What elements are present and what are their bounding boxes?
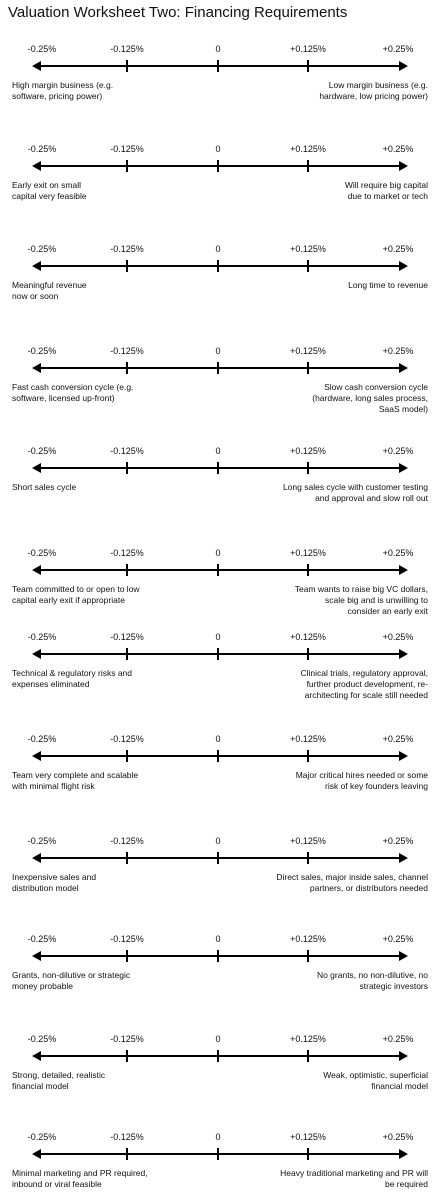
tick-label: -0.125% — [110, 346, 144, 356]
tick-label: -0.25% — [27, 346, 57, 356]
description-line: Direct sales, major inside sales, channel — [276, 872, 428, 882]
scale-2 — [0, 144, 440, 216]
description-line: Early exit on small — [12, 180, 81, 190]
tick-label: -0.25% — [27, 632, 57, 642]
description-line: now or soon — [12, 291, 59, 301]
description-line: Strong, detailed, realistic — [12, 1070, 106, 1080]
scale-8 — [0, 734, 440, 806]
left-description — [12, 872, 96, 894]
axis-line — [0, 742, 440, 766]
description-line: with minimal flight risk — [12, 781, 95, 791]
description-line: Heavy traditional marketing and PR will — [280, 1168, 428, 1178]
description-line: SaaS model) — [378, 404, 428, 414]
left-description — [12, 80, 113, 102]
page-title: Valuation Worksheet Two: Financing Requirements — [8, 4, 348, 21]
right-description — [345, 180, 428, 202]
tick-label: +0.25% — [382, 244, 414, 254]
tick-label: -0.125% — [110, 836, 144, 846]
scale-7 — [0, 632, 440, 704]
tick-label: -0.125% — [110, 44, 144, 54]
tick-label: -0.125% — [110, 1132, 144, 1142]
description-line: be required — [384, 1179, 428, 1189]
description-line: expenses eliminated — [12, 679, 90, 689]
description-line: No grants, no non-dilutive, no — [316, 970, 428, 980]
right-arrow-icon — [399, 565, 408, 575]
axis-line — [0, 640, 440, 664]
description-line: Major critical hires needed or some — [295, 770, 428, 780]
description-line: risk of key founders leaving — [325, 781, 428, 791]
tick-label: 0 — [215, 734, 221, 744]
description-line: Long time to revenue — [348, 280, 428, 290]
tick-label: -0.25% — [27, 144, 57, 154]
description-line: capital early exit if appropriate — [12, 595, 125, 605]
description-line: (hardware, long sales process, — [312, 393, 428, 403]
right-arrow-icon — [399, 161, 408, 171]
description-line: software, licensed up-front) — [12, 393, 115, 403]
tick-label: -0.125% — [110, 548, 144, 558]
left-arrow-icon — [32, 1051, 41, 1061]
tick-label: -0.125% — [110, 934, 144, 944]
left-arrow-icon — [32, 161, 41, 171]
right-description — [319, 80, 428, 102]
right-description — [296, 770, 428, 792]
description-line: inbound or viral feasible — [12, 1179, 102, 1189]
description-line: Team committed to or open to low — [12, 584, 140, 594]
description-line: Low margin business (e.g. — [328, 80, 428, 90]
left-description — [12, 1168, 148, 1190]
axis-line — [0, 556, 440, 580]
tick-label: -0.25% — [27, 446, 57, 456]
right-description — [280, 1168, 428, 1190]
description-line: architecting for scale still needed — [304, 690, 428, 700]
tick-label: -0.25% — [27, 548, 57, 558]
axis-line — [0, 52, 440, 76]
description-line: and approval and slow roll out — [315, 493, 428, 503]
description-line: Short sales cycle — [12, 482, 77, 492]
left-arrow-icon — [32, 1149, 41, 1159]
axis-line — [0, 252, 440, 276]
description-line: software, pricing power) — [12, 91, 103, 101]
tick-label: 0 — [215, 1034, 221, 1044]
scale-5 — [0, 446, 440, 518]
description-line: Minimal marketing and PR required, — [12, 1168, 148, 1178]
description-line: High margin business (e.g. — [12, 80, 114, 90]
tick-label: +0.25% — [382, 548, 414, 558]
right-description — [283, 482, 428, 504]
right-arrow-icon — [399, 1051, 408, 1061]
tick-label: -0.125% — [110, 144, 144, 154]
description-line: Inexpensive sales and — [12, 872, 97, 882]
axis-line — [0, 152, 440, 176]
scale-11 — [0, 1034, 440, 1106]
scale-6 — [0, 548, 440, 620]
tick-label: -0.125% — [110, 632, 144, 642]
axis-line — [0, 454, 440, 478]
tick-label: -0.25% — [27, 836, 57, 846]
description-line: money probable — [12, 981, 73, 991]
axis-line — [0, 354, 440, 378]
tick-label: +0.125% — [290, 244, 326, 254]
tick-label: -0.25% — [27, 734, 57, 744]
tick-label: 0 — [215, 836, 221, 846]
description-line: further product development, re- — [306, 679, 428, 689]
description-line: strategic investors — [359, 981, 428, 991]
tick-label: +0.125% — [290, 446, 326, 456]
tick-label: +0.125% — [290, 1132, 326, 1142]
tick-label: 0 — [215, 44, 221, 54]
left-arrow-icon — [32, 261, 41, 271]
tick-label: 0 — [215, 346, 221, 356]
left-description — [12, 584, 140, 606]
scale-9 — [0, 836, 440, 908]
tick-label: -0.25% — [27, 1132, 57, 1142]
right-description — [312, 382, 428, 415]
right-description — [300, 668, 428, 701]
tick-label: 0 — [215, 244, 221, 254]
tick-label: +0.25% — [382, 346, 414, 356]
right-description — [317, 970, 428, 992]
description-line: distribution model — [12, 883, 79, 893]
left-description — [12, 180, 87, 202]
tick-label: +0.25% — [382, 1034, 414, 1044]
tick-label: 0 — [215, 446, 221, 456]
scale-10 — [0, 934, 440, 1006]
tick-label: -0.25% — [27, 44, 57, 54]
description-line: Long sales cycle with customer testing — [282, 482, 428, 492]
tick-label: -0.25% — [27, 1034, 57, 1044]
tick-label: +0.25% — [382, 734, 414, 744]
tick-label: 0 — [215, 934, 221, 944]
left-description — [12, 382, 133, 404]
left-arrow-icon — [32, 951, 41, 961]
tick-label: -0.125% — [110, 734, 144, 744]
tick-label: -0.25% — [27, 244, 57, 254]
right-description — [323, 1070, 428, 1092]
tick-label: +0.25% — [382, 632, 414, 642]
tick-label: 0 — [215, 548, 221, 558]
right-arrow-icon — [399, 1149, 408, 1159]
left-description — [12, 970, 130, 992]
left-arrow-icon — [32, 61, 41, 71]
description-line: Fast cash conversion cycle (e.g. — [12, 382, 134, 392]
right-description — [276, 872, 428, 894]
tick-label: +0.25% — [382, 44, 414, 54]
left-arrow-icon — [32, 363, 41, 373]
description-line: Clinical trials, regulatory approval, — [300, 668, 428, 678]
right-description — [295, 584, 428, 617]
tick-label: +0.25% — [382, 934, 414, 944]
left-description — [12, 280, 87, 302]
description-line: capital very feasible — [12, 191, 87, 201]
scale-4 — [0, 346, 440, 418]
description-line: due to market or tech — [347, 191, 428, 201]
tick-label: +0.125% — [290, 1034, 326, 1044]
tick-label: +0.25% — [382, 1132, 414, 1142]
scale-12 — [0, 1132, 440, 1204]
right-description — [348, 280, 428, 291]
left-description — [12, 770, 138, 792]
description-line: Team wants to raise big VC dollars, — [294, 584, 428, 594]
left-description — [12, 1070, 105, 1092]
tick-label: +0.125% — [290, 632, 326, 642]
right-arrow-icon — [399, 261, 408, 271]
axis-line — [0, 1042, 440, 1066]
tick-label: 0 — [215, 632, 221, 642]
tick-label: +0.25% — [382, 446, 414, 456]
tick-label: 0 — [215, 1132, 221, 1142]
description-line: partners, or distributors needed — [309, 883, 428, 893]
axis-line — [0, 1140, 440, 1164]
tick-label: 0 — [215, 144, 221, 154]
tick-label: +0.125% — [290, 144, 326, 154]
left-arrow-icon — [32, 853, 41, 863]
description-line: consider an early exit — [347, 606, 428, 616]
description-line: Slow cash conversion cycle — [324, 382, 428, 392]
tick-label: +0.25% — [382, 144, 414, 154]
axis-line — [0, 844, 440, 868]
description-line: Team very complete and scalable — [12, 770, 139, 780]
tick-label: -0.125% — [110, 1034, 144, 1044]
left-arrow-icon — [32, 649, 41, 659]
description-line: Grants, non-dilutive or strategic — [12, 970, 131, 980]
right-arrow-icon — [399, 61, 408, 71]
tick-label: -0.125% — [110, 244, 144, 254]
tick-label: -0.125% — [110, 446, 144, 456]
tick-label: +0.125% — [290, 836, 326, 846]
right-arrow-icon — [399, 951, 408, 961]
left-arrow-icon — [32, 565, 41, 575]
right-arrow-icon — [399, 463, 408, 473]
right-arrow-icon — [399, 751, 408, 761]
description-line: financial model — [12, 1081, 69, 1091]
axis-line — [0, 942, 440, 966]
scale-1 — [0, 44, 440, 116]
description-line: financial model — [371, 1081, 428, 1091]
description-line: scale big and is unwilling to — [324, 595, 428, 605]
left-description — [12, 668, 132, 690]
right-arrow-icon — [399, 649, 408, 659]
description-line: Will require big capital — [344, 180, 428, 190]
tick-label: +0.125% — [290, 346, 326, 356]
scale-3 — [0, 244, 440, 316]
right-arrow-icon — [399, 853, 408, 863]
tick-label: +0.125% — [290, 734, 326, 744]
tick-label: -0.25% — [27, 934, 57, 944]
description-line: Technical & regulatory risks and — [12, 668, 133, 678]
tick-label: +0.25% — [382, 836, 414, 846]
left-arrow-icon — [32, 463, 41, 473]
left-arrow-icon — [32, 751, 41, 761]
tick-label: +0.125% — [290, 934, 326, 944]
left-description — [12, 482, 76, 493]
description-line: Weak, optimistic, superficial — [323, 1070, 428, 1080]
tick-label: +0.125% — [290, 44, 326, 54]
tick-label: +0.125% — [290, 548, 326, 558]
description-line: Meaningful revenue — [12, 280, 87, 290]
right-arrow-icon — [399, 363, 408, 373]
description-line: hardware, low pricing power) — [319, 91, 428, 101]
